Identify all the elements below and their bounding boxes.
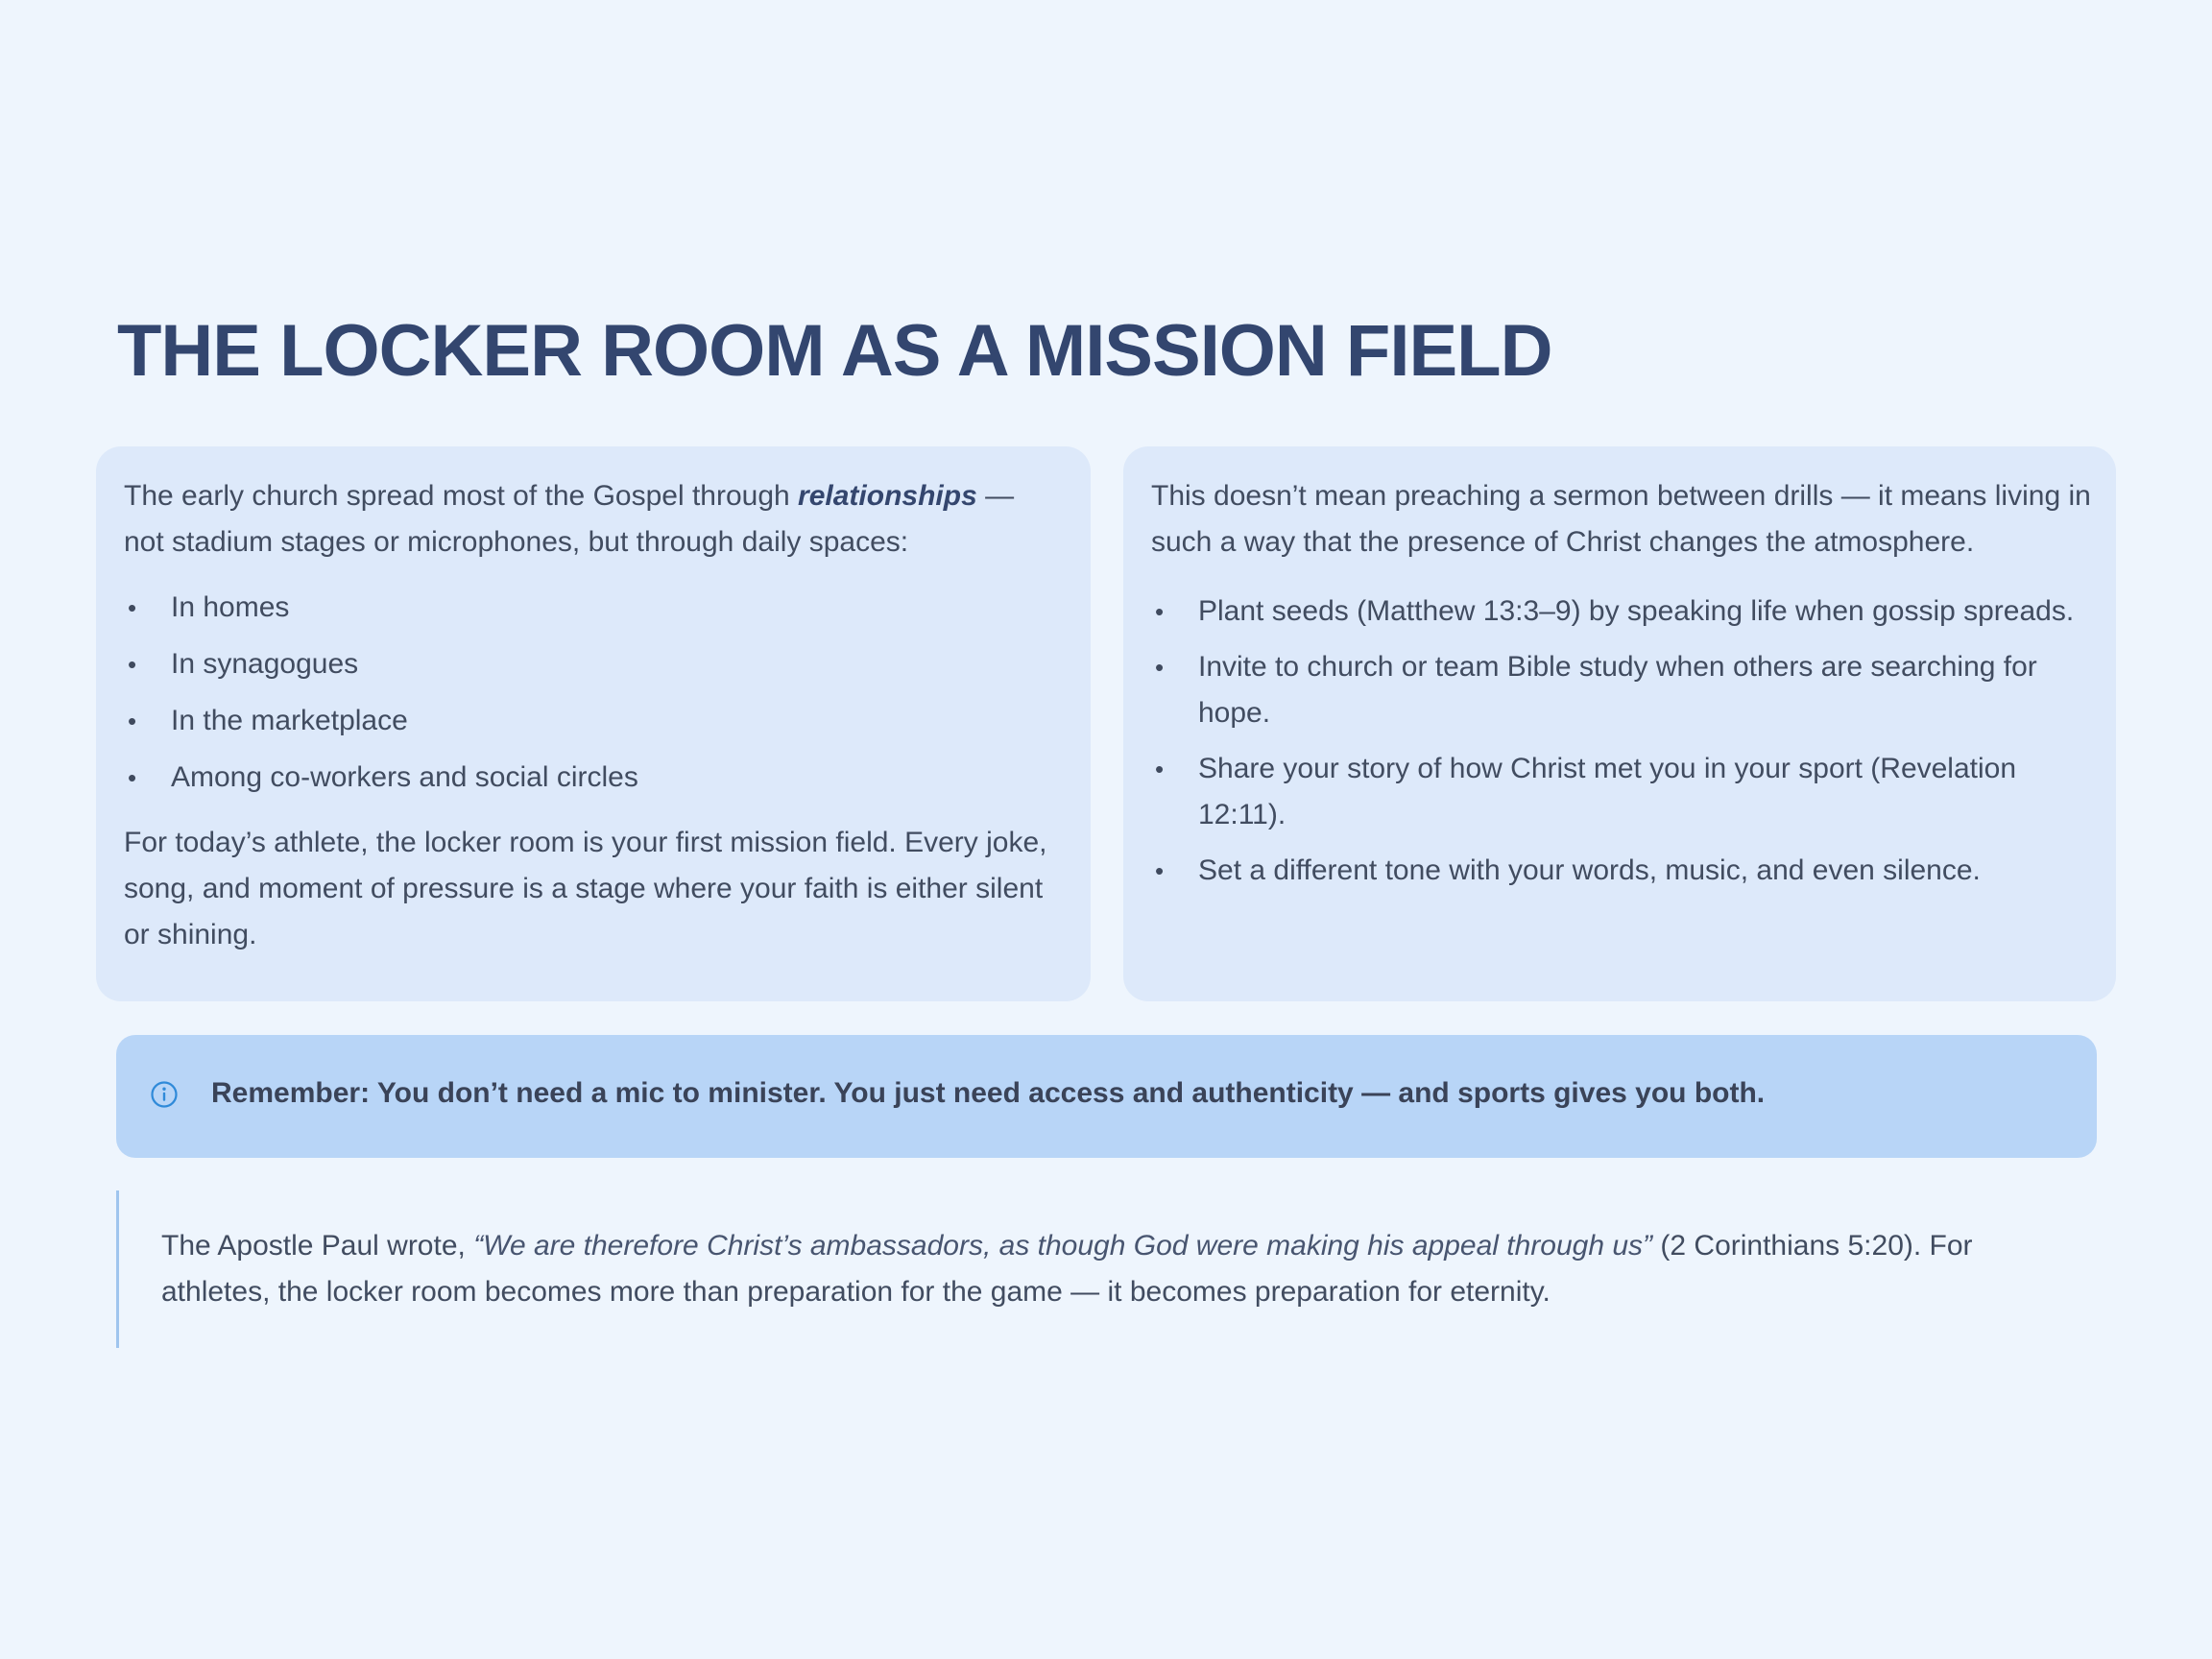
list-item [1151, 589, 2095, 635]
list-item [1151, 746, 2095, 838]
intro-text-continued: — not stadium stages or microphones, but through daily spaces: [124, 480, 1015, 558]
intro-text: The early church spread most of the Gospel through [124, 480, 799, 512]
page-title: THE LOCKER ROOM AS A MISSION FIELD [117, 310, 1552, 392]
list-item [124, 755, 1062, 801]
reminder-callout [116, 1035, 2097, 1158]
bullet-icon: • [1155, 597, 1165, 626]
bullet-icon: • [1155, 653, 1165, 682]
list-item [1151, 644, 2095, 736]
bullet-icon: • [128, 763, 137, 792]
left-card-intro [124, 473, 1062, 565]
list-item [124, 585, 1062, 631]
list-item-text: Share your story of how Christ met you in your sport (Revelation 12:11). [1198, 753, 2017, 830]
quote-text: “We are therefore Christ’s ambassadors, as though God were making his appeal through us” [473, 1230, 1653, 1262]
list-item-text: In homes [171, 591, 290, 623]
list-item-text: Invite to church or team Bible study when others are searching for hope. [1198, 651, 2037, 729]
info-icon [150, 1080, 179, 1109]
list-item [124, 698, 1062, 744]
left-card-list [124, 585, 1062, 801]
list-item-text: Plant seeds (Matthew 13:3–9) by speaking life when gossip spreads. [1198, 595, 2075, 627]
left-card-closing: For today’s athlete, the locker room is your first mission field. Every joke, song, and moment of pressure is a stage where your faith is either silent or shining. [124, 827, 1047, 950]
left-card [96, 446, 1091, 1001]
bullet-icon: • [128, 593, 137, 622]
right-card [1123, 446, 2116, 1001]
list-item [124, 641, 1062, 687]
bullet-icon: • [128, 650, 137, 679]
list-item-text: Among co-workers and social circles [171, 761, 638, 793]
right-card-intro: This doesn’t mean preaching a sermon between drills — it means living in such a way that the presence of Christ changes the atmosphere. [1151, 480, 2091, 558]
quote-closing: (2 Corinthians 5:20). For athletes, the locker room becomes more than preparation for the game — it becomes preparation for eternity. [161, 1230, 1973, 1308]
bullet-icon: • [1155, 755, 1165, 783]
bullet-icon: • [128, 707, 137, 735]
bullet-icon: • [1155, 856, 1165, 885]
list-item-text: Set a different tone with your words, music, and even silence. [1198, 854, 1981, 886]
intro-emphasis: relationships [798, 480, 977, 512]
quote-intro: The Apostle Paul wrote, [161, 1230, 474, 1262]
list-item [1151, 848, 2095, 894]
list-item-text: In the marketplace [171, 705, 408, 736]
list-item-text: In synagogues [171, 648, 359, 680]
callout-text: Remember: You don’t need a mic to minister. You just need access and authenticity — and sports gives you both. [211, 1077, 1766, 1109]
scripture-quote [116, 1190, 2056, 1348]
right-card-list [1151, 589, 2095, 894]
